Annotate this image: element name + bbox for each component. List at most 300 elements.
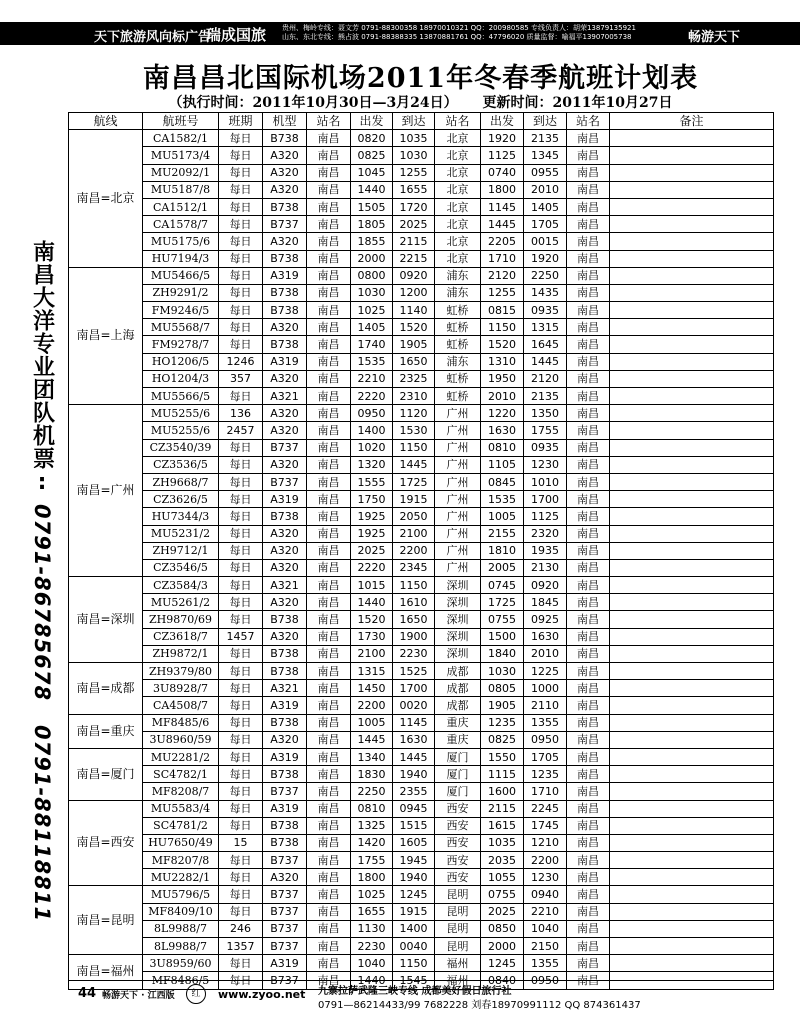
footer-url: www.zyoo.net — [218, 988, 306, 1001]
table-cell: 2230 — [351, 938, 393, 955]
table-row — [69, 267, 774, 284]
table-cell: 1745 — [524, 817, 567, 834]
table-cell: 每日 — [219, 164, 263, 181]
table-cell: 2025 — [481, 903, 524, 920]
table-cell: 1020 — [351, 439, 393, 456]
table-row — [69, 577, 774, 594]
table-cell: 0810 — [351, 800, 393, 817]
table-cell: 1245 — [393, 886, 435, 903]
table-cell: 南昌 — [567, 680, 610, 697]
table-cell: 成都 — [435, 663, 481, 680]
table-cell: 1925 — [351, 525, 393, 542]
table-cell: 0745 — [481, 577, 524, 594]
remarks-cell — [610, 559, 774, 576]
table-cell: 每日 — [219, 525, 263, 542]
table-cell: 1435 — [524, 284, 567, 301]
table-cell: 2035 — [481, 852, 524, 869]
table-cell: 北京 — [435, 250, 481, 267]
table-cell: B737 — [263, 473, 307, 490]
table-cell: A320 — [263, 164, 307, 181]
table-cell: 0940 — [524, 886, 567, 903]
table-cell: 1025 — [351, 886, 393, 903]
table-cell: 1357 — [219, 938, 263, 955]
table-cell: 1805 — [351, 216, 393, 233]
table-cell: 南昌 — [307, 233, 351, 250]
table-cell: 1800 — [351, 869, 393, 886]
table-cell: 1145 — [393, 714, 435, 731]
table-row — [69, 697, 774, 714]
table-row — [69, 336, 774, 353]
table-cell: 1445 — [351, 731, 393, 748]
table-cell: 1545 — [393, 972, 435, 989]
table-cell: 1740 — [351, 336, 393, 353]
table-cell: 南昌 — [567, 869, 610, 886]
table-cell: 南昌 — [307, 663, 351, 680]
table-cell: 0945 — [393, 800, 435, 817]
table-cell: 每日 — [219, 473, 263, 490]
flight-number-cell: HU7650/49 — [143, 834, 219, 851]
remarks-cell — [610, 353, 774, 370]
table-cell: 136 — [219, 405, 263, 422]
table-cell: 南昌 — [567, 594, 610, 611]
table-cell: 1040 — [351, 955, 393, 972]
remarks-cell — [610, 920, 774, 937]
remarks-cell — [610, 370, 774, 387]
table-cell: 1235 — [481, 714, 524, 731]
remarks-cell — [610, 663, 774, 680]
table-cell: 1400 — [393, 920, 435, 937]
table-cell: 0810 — [481, 439, 524, 456]
table-cell: 南昌 — [307, 955, 351, 972]
table-cell: 1915 — [393, 903, 435, 920]
table-cell: 1730 — [351, 628, 393, 645]
table-cell: 1520 — [393, 319, 435, 336]
table-cell: 南昌 — [307, 714, 351, 731]
remarks-cell — [610, 748, 774, 765]
table-cell: 0840 — [481, 972, 524, 989]
flight-number-cell: ZH9870/69 — [143, 611, 219, 628]
table-cell: 1035 — [393, 130, 435, 147]
table-cell: 南昌 — [567, 645, 610, 662]
table-cell: 0755 — [481, 886, 524, 903]
flight-number-cell: MU2281/2 — [143, 748, 219, 765]
table-cell: 厦门 — [435, 783, 481, 800]
table-cell: 1800 — [481, 181, 524, 198]
table-cell: 1600 — [481, 783, 524, 800]
table-cell: 南昌 — [567, 284, 610, 301]
table-cell: 南昌 — [567, 714, 610, 731]
table-cell: 2220 — [351, 388, 393, 405]
table-cell: 1220 — [481, 405, 524, 422]
table-cell: 南昌 — [307, 525, 351, 542]
table-cell: 南昌 — [567, 491, 610, 508]
table-cell: 每日 — [219, 577, 263, 594]
table-cell: A321 — [263, 388, 307, 405]
table-cell: 南昌 — [307, 611, 351, 628]
table-cell: 0755 — [481, 611, 524, 628]
remarks-cell — [610, 834, 774, 851]
table-cell: 1945 — [393, 852, 435, 869]
table-cell: 2025 — [351, 542, 393, 559]
table-row — [69, 783, 774, 800]
table-cell: 南昌 — [567, 198, 610, 215]
table-cell: 广州 — [435, 473, 481, 490]
flight-number-cell: SC4782/1 — [143, 766, 219, 783]
table-cell: 南昌 — [307, 852, 351, 869]
table-cell: 南昌 — [307, 834, 351, 851]
table-cell: 福州 — [435, 955, 481, 972]
table-cell: 南昌 — [307, 370, 351, 387]
table-cell: 1440 — [351, 972, 393, 989]
table-cell: 每日 — [219, 783, 263, 800]
remarks-cell — [610, 491, 774, 508]
table-cell: 南昌 — [307, 783, 351, 800]
table-row — [69, 147, 774, 164]
table-cell: A320 — [263, 319, 307, 336]
table-cell: B738 — [263, 611, 307, 628]
table-cell: 0935 — [524, 439, 567, 456]
remarks-cell — [610, 680, 774, 697]
table-cell: 每日 — [219, 250, 263, 267]
table-cell: 每日 — [219, 903, 263, 920]
route-cell: 南昌=厦门 — [69, 748, 143, 800]
table-cell: 2005 — [481, 559, 524, 576]
table-row — [69, 422, 774, 439]
table-cell: 1055 — [481, 869, 524, 886]
table-cell: 1535 — [481, 491, 524, 508]
table-cell: 南昌 — [307, 628, 351, 645]
table-cell: 南昌 — [567, 302, 610, 319]
remarks-cell — [610, 869, 774, 886]
table-cell: 每日 — [219, 439, 263, 456]
table-cell: 0800 — [351, 267, 393, 284]
table-cell: B738 — [263, 817, 307, 834]
table-cell: 每日 — [219, 388, 263, 405]
remarks-cell — [610, 233, 774, 250]
table-cell: 2010 — [524, 181, 567, 198]
table-cell: 南昌 — [567, 473, 610, 490]
table-cell: 深圳 — [435, 628, 481, 645]
table-cell: 1555 — [351, 473, 393, 490]
table-cell: 南昌 — [307, 456, 351, 473]
table-cell: 1950 — [481, 370, 524, 387]
header-left-text: 天下旅游风向标广告 — [94, 30, 212, 45]
table-cell: 南昌 — [307, 267, 351, 284]
remarks-cell — [610, 938, 774, 955]
remarks-cell — [610, 783, 774, 800]
table-cell: 2200 — [351, 697, 393, 714]
table-cell: 2345 — [393, 559, 435, 576]
table-row — [69, 731, 774, 748]
table-row — [69, 680, 774, 697]
table-cell: 1830 — [351, 766, 393, 783]
table-cell: 1115 — [481, 766, 524, 783]
flight-number-cell: MF8409/10 — [143, 903, 219, 920]
table-cell: 2050 — [393, 508, 435, 525]
remarks-cell — [610, 766, 774, 783]
table-cell: 1030 — [481, 663, 524, 680]
table-cell: 1905 — [481, 697, 524, 714]
table-row — [69, 473, 774, 490]
table-cell: 1530 — [393, 422, 435, 439]
table-cell: 1705 — [524, 748, 567, 765]
table-cell: 1140 — [393, 302, 435, 319]
table-cell: B738 — [263, 714, 307, 731]
table-cell: 每日 — [219, 491, 263, 508]
table-cell: 南昌 — [567, 611, 610, 628]
remarks-cell — [610, 319, 774, 336]
table-cell: 2115 — [393, 233, 435, 250]
table-cell: 南昌 — [567, 233, 610, 250]
exec-period: （执行时间：2011年10月30日—3月24日） — [168, 95, 458, 111]
remarks-cell — [610, 542, 774, 559]
table-cell: 南昌 — [307, 972, 351, 989]
table-cell: 1235 — [524, 766, 567, 783]
table-row — [69, 508, 774, 525]
table-cell: 2150 — [524, 938, 567, 955]
table-cell: 南昌 — [307, 405, 351, 422]
flight-number-cell: MU5796/5 — [143, 886, 219, 903]
table-cell: 2010 — [524, 645, 567, 662]
table-cell: 南昌 — [307, 508, 351, 525]
flight-number-cell: CA4508/7 — [143, 697, 219, 714]
table-cell: 南昌 — [567, 817, 610, 834]
table-body — [69, 130, 774, 989]
side-advert — [26, 240, 58, 923]
table-cell: 2155 — [481, 525, 524, 542]
table-cell: 0950 — [351, 405, 393, 422]
table-row — [69, 800, 774, 817]
table-cell: 1840 — [481, 645, 524, 662]
table-cell: 每日 — [219, 731, 263, 748]
remarks-cell — [610, 611, 774, 628]
table-cell: 1725 — [481, 594, 524, 611]
table-row — [69, 869, 774, 886]
table-cell: 南昌 — [307, 559, 351, 576]
table-cell: A320 — [263, 525, 307, 542]
table-cell: 2210 — [524, 903, 567, 920]
table-cell: 1655 — [351, 903, 393, 920]
table-cell: 2120 — [481, 267, 524, 284]
table-cell: 广州 — [435, 439, 481, 456]
table-cell: 1700 — [524, 491, 567, 508]
table-row — [69, 491, 774, 508]
table-cell: 0805 — [481, 680, 524, 697]
table-cell: 2200 — [524, 852, 567, 869]
remarks-cell — [610, 508, 774, 525]
table-cell: A321 — [263, 577, 307, 594]
table-cell: 2250 — [351, 783, 393, 800]
table-cell: 每日 — [219, 302, 263, 319]
table-cell: 每日 — [219, 559, 263, 576]
table-cell: 0815 — [481, 302, 524, 319]
table-cell: 1150 — [481, 319, 524, 336]
flight-number-cell: ZH9291/2 — [143, 284, 219, 301]
table-row — [69, 714, 774, 731]
table-cell: 1230 — [524, 869, 567, 886]
flight-number-cell: CZ3618/7 — [143, 628, 219, 645]
table-cell: 南昌 — [307, 766, 351, 783]
update-time: 更新时间：2011年10月27日 — [482, 95, 673, 111]
route-cell: 南昌=上海 — [69, 267, 143, 405]
column-header: 站名 — [435, 113, 481, 130]
table-cell: 南昌 — [307, 645, 351, 662]
table-cell: A320 — [263, 559, 307, 576]
page-title: 南昌昌北国际机场2011年冬春季航班计划表 — [142, 63, 699, 94]
table-cell: 1010 — [524, 473, 567, 490]
route-cell: 南昌=昆明 — [69, 886, 143, 955]
table-cell: 0015 — [524, 233, 567, 250]
table-cell: 南昌 — [567, 731, 610, 748]
table-row — [69, 834, 774, 851]
remarks-cell — [610, 422, 774, 439]
footer-ad-line1: 九寨拉萨武隆三峡专线 成都美好假日旅行社 — [318, 986, 512, 997]
table-cell: 南昌 — [567, 920, 610, 937]
table-cell: A320 — [263, 869, 307, 886]
table-cell: B737 — [263, 972, 307, 989]
table-cell: 昆明 — [435, 903, 481, 920]
table-cell: 南昌 — [567, 388, 610, 405]
table-cell: 2135 — [524, 388, 567, 405]
table-row — [69, 198, 774, 215]
table-cell: B738 — [263, 198, 307, 215]
table-cell: 昆明 — [435, 920, 481, 937]
table-cell: 1025 — [351, 302, 393, 319]
column-header: 到达 — [393, 113, 435, 130]
table-cell: 南昌 — [307, 577, 351, 594]
flight-number-cell: CZ3536/5 — [143, 456, 219, 473]
table-cell: 重庆 — [435, 731, 481, 748]
magazine-name: 畅游天下 · 江西版 — [102, 991, 175, 1001]
column-header: 航线 — [69, 113, 143, 130]
table-cell: 2310 — [393, 388, 435, 405]
table-cell: B738 — [263, 250, 307, 267]
flight-number-cell: MU5466/5 — [143, 267, 219, 284]
table-cell: 1000 — [524, 680, 567, 697]
table-cell: 南昌 — [307, 250, 351, 267]
table-cell: 1915 — [393, 491, 435, 508]
flight-number-cell: 3U8959/60 — [143, 955, 219, 972]
table-cell: 每日 — [219, 955, 263, 972]
flight-number-cell: CZ3540/39 — [143, 439, 219, 456]
table-cell: 每日 — [219, 319, 263, 336]
table-cell: 昆明 — [435, 938, 481, 955]
table-cell: 2210 — [351, 370, 393, 387]
table-row — [69, 302, 774, 319]
remarks-cell — [610, 439, 774, 456]
table-cell: A320 — [263, 731, 307, 748]
flight-number-cell: ZH9712/1 — [143, 542, 219, 559]
remarks-cell — [610, 886, 774, 903]
table-cell: 2000 — [481, 938, 524, 955]
table-cell: 广州 — [435, 456, 481, 473]
table-cell: 0740 — [481, 164, 524, 181]
flight-number-cell: MU5255/6 — [143, 422, 219, 439]
table-cell: 1040 — [524, 920, 567, 937]
table-cell: 2200 — [393, 542, 435, 559]
table-cell: 南昌 — [567, 456, 610, 473]
table-cell: 虹桥 — [435, 302, 481, 319]
table-cell: 1605 — [393, 834, 435, 851]
table-cell: 1005 — [481, 508, 524, 525]
table-cell: 1255 — [481, 284, 524, 301]
table-row — [69, 319, 774, 336]
table-row — [69, 955, 774, 972]
table-row — [69, 852, 774, 869]
table-cell: 南昌 — [567, 955, 610, 972]
table-cell: 南昌 — [567, 250, 610, 267]
route-cell: 南昌=广州 — [69, 405, 143, 577]
table-cell: 广州 — [435, 422, 481, 439]
flight-number-cell: SC4781/2 — [143, 817, 219, 834]
remarks-cell — [610, 147, 774, 164]
flight-number-cell: HU7344/3 — [143, 508, 219, 525]
table-cell: 南昌 — [307, 800, 351, 817]
table-cell: 广州 — [435, 525, 481, 542]
table-cell: 1445 — [393, 748, 435, 765]
table-cell: 南昌 — [307, 284, 351, 301]
table-cell: B737 — [263, 852, 307, 869]
route-cell: 南昌=西安 — [69, 800, 143, 886]
table-cell: 1520 — [351, 611, 393, 628]
table-row — [69, 542, 774, 559]
table-cell: 南昌 — [567, 938, 610, 955]
column-header: 航班号 — [143, 113, 219, 130]
flight-number-cell: 8L9988/7 — [143, 920, 219, 937]
header-bar — [0, 0, 800, 45]
table-cell: 2355 — [393, 783, 435, 800]
remarks-cell — [610, 456, 774, 473]
table-cell: 1255 — [393, 164, 435, 181]
table-cell: 1030 — [393, 147, 435, 164]
table-cell: 南昌 — [307, 439, 351, 456]
column-header: 到达 — [524, 113, 567, 130]
table-cell: 南昌 — [567, 748, 610, 765]
table-cell: 广州 — [435, 559, 481, 576]
remarks-cell — [610, 628, 774, 645]
remarks-cell — [610, 405, 774, 422]
table-cell: 每日 — [219, 130, 263, 147]
table-cell: 重庆 — [435, 714, 481, 731]
table-cell: 1700 — [393, 680, 435, 697]
table-row — [69, 525, 774, 542]
column-header: 站名 — [567, 113, 610, 130]
table-cell: 2110 — [524, 697, 567, 714]
table-cell: 每日 — [219, 216, 263, 233]
table-row — [69, 284, 774, 301]
table-cell: 每日 — [219, 284, 263, 301]
table-cell: 虹桥 — [435, 319, 481, 336]
flight-number-cell: MF8485/6 — [143, 714, 219, 731]
header-brand: 瑞成国旅 — [206, 26, 267, 44]
table-cell: 南昌 — [567, 972, 610, 989]
table-cell: 每日 — [219, 697, 263, 714]
table-cell: 1210 — [524, 834, 567, 851]
table-cell: 南昌 — [307, 473, 351, 490]
flight-number-cell: MU5231/2 — [143, 525, 219, 542]
flight-number-cell: ZH9668/7 — [143, 473, 219, 490]
table-cell: A320 — [263, 147, 307, 164]
table-cell: 南昌 — [307, 302, 351, 319]
table-cell: 1855 — [351, 233, 393, 250]
table-cell: 1015 — [351, 577, 393, 594]
footer-divider — [68, 980, 773, 981]
table-cell: 1925 — [351, 508, 393, 525]
table-cell: 1725 — [393, 473, 435, 490]
table-cell: 南昌 — [567, 628, 610, 645]
table-cell: 2100 — [393, 525, 435, 542]
table-row — [69, 628, 774, 645]
